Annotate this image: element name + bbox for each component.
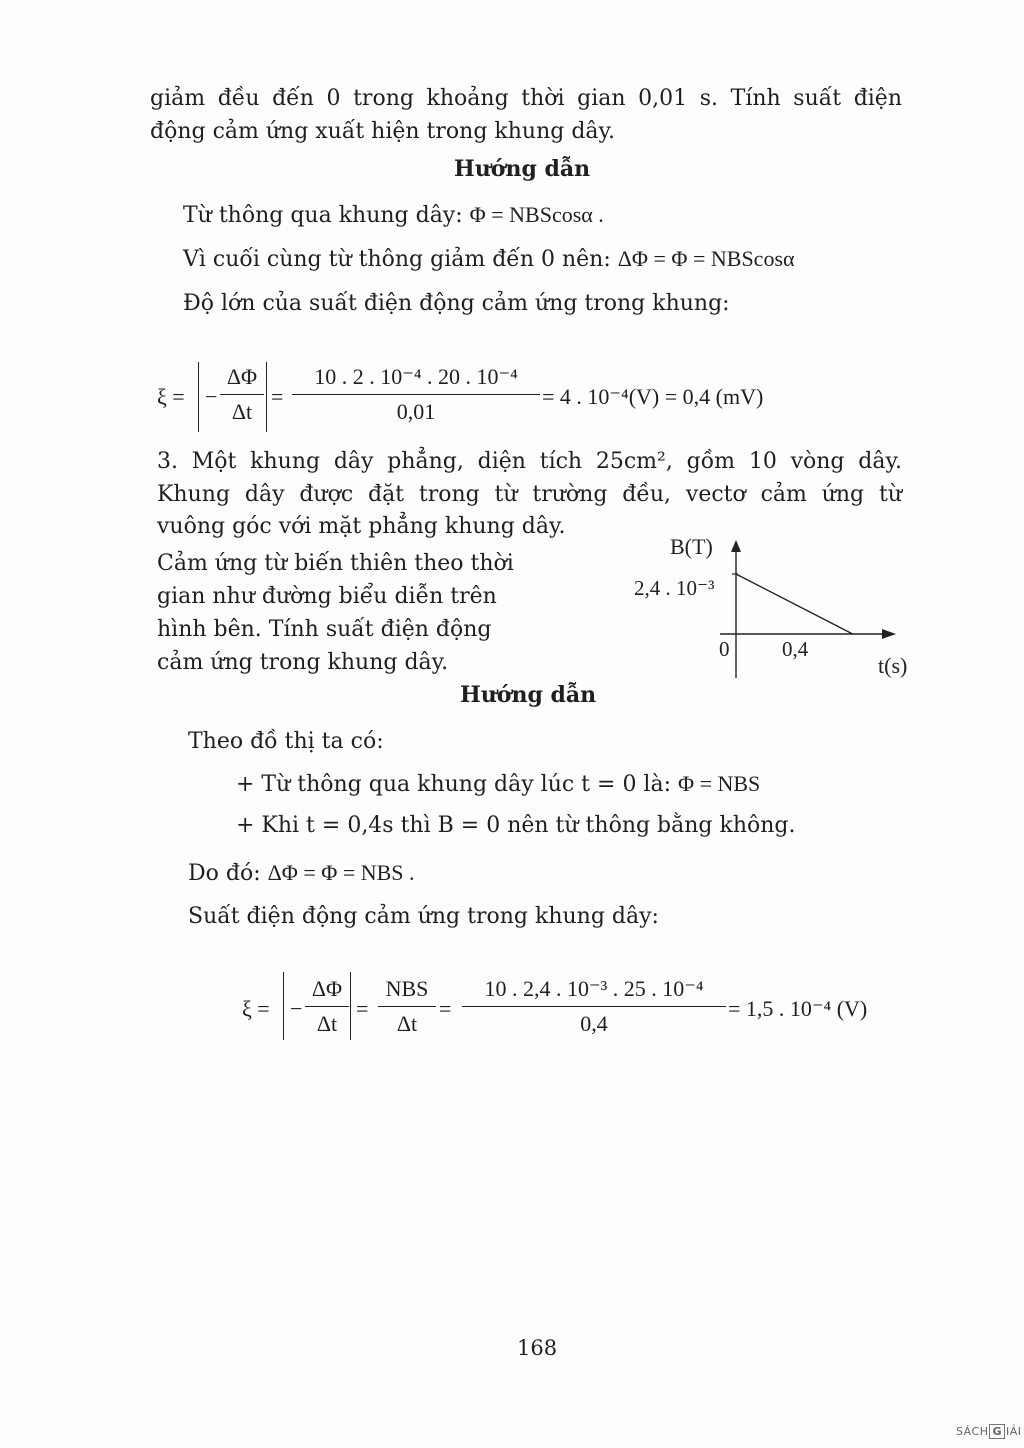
- page-number: 168: [517, 1336, 558, 1360]
- y-axis-arrow: [731, 540, 741, 552]
- problem3-line-4: Cảm ứng từ biến thiên theo thời: [157, 551, 514, 576]
- therefore-line: [188, 858, 415, 889]
- eq1-equals: =: [271, 384, 284, 409]
- flux-at-t0-text: + Từ thông qua khung dây lúc t = 0 là:: [236, 772, 671, 797]
- flux-statement: [183, 200, 604, 231]
- eq1-xi: ξ =: [157, 384, 185, 409]
- eq2-equals-1: =: [356, 996, 369, 1021]
- watermark-logo: [956, 1424, 1022, 1439]
- eq2-fraction-1: [305, 976, 349, 1037]
- eq2-num2: NBS: [385, 976, 429, 1001]
- problem3-line-6: hình bên. Tính suất điện động: [157, 617, 492, 642]
- graph-intro: Theo đồ thị ta có:: [188, 729, 384, 754]
- delta-formula: ΔΦ = Φ = NBScosα: [617, 246, 795, 271]
- eq1-fraction-2: [292, 364, 540, 425]
- problem3-line-2: Khung dây được đặt trong từ trường đều, vectơ cảm ứng từ: [157, 482, 902, 507]
- delta-statement: [183, 244, 795, 275]
- eq2-den2: Δt: [396, 1011, 418, 1036]
- eq2-minus: −: [290, 996, 303, 1021]
- flux-at-t0-formula: Φ = NBS: [678, 771, 761, 796]
- flux-formula: Φ = NBScosα .: [469, 202, 604, 227]
- logo-text-right: IẢI: [1006, 1425, 1022, 1438]
- eq1-den2: 0,01: [396, 399, 436, 424]
- intro-line-1: giảm đều đến 0 trong khoảng thời gian 0,01 s. Tính suất điện: [150, 86, 902, 111]
- flux-at-t0: [236, 769, 760, 800]
- eq1-num1: ΔΦ: [226, 364, 258, 389]
- eq1-fraction-1: [220, 364, 264, 425]
- b-t-graph: [620, 528, 930, 688]
- x-axis-arrow: [882, 629, 896, 639]
- delta-text: Vì cuối cùng từ thông giảm đến 0 nên:: [183, 247, 611, 272]
- emf-statement: Độ lớn của suất điện động cảm ứng trong khung:: [183, 291, 730, 316]
- eq1-abs-left: [198, 362, 199, 432]
- emf-statement-2: Suất điện động cảm ứng trong khung dây:: [188, 904, 659, 929]
- origin-label: 0: [719, 637, 730, 661]
- eq2-fraction-3: [462, 976, 726, 1037]
- eq1-minus: −: [205, 384, 218, 409]
- therefore-text: Do đó:: [188, 861, 261, 886]
- flux-text: Từ thông qua khung dây:: [183, 203, 463, 228]
- problem3-line-7: cảm ứng trong khung dây.: [157, 650, 449, 675]
- eq1-num2: 10 . 2 . 10⁻⁴ . 20 . 10⁻⁴: [314, 364, 518, 389]
- y-tick-label: 2,4 . 10⁻³: [634, 576, 715, 600]
- problem3-line-5: gian như đường biểu diễn trên: [157, 584, 497, 609]
- eq2-den1: Δt: [316, 1011, 338, 1036]
- intro-line-2: động cảm ứng xuất hiện trong khung dây.: [150, 119, 616, 144]
- y-axis-label: B(T): [670, 534, 713, 559]
- series-line: [736, 574, 853, 634]
- eq2-equals-2: =: [439, 996, 452, 1021]
- logo-text-left: SÁCH: [956, 1425, 989, 1438]
- x-axis-label: t(s): [878, 653, 908, 678]
- eq2-num1: ΔΦ: [311, 976, 343, 1001]
- eq2-abs-left: [283, 972, 284, 1040]
- eq2-xi: ξ =: [242, 996, 270, 1021]
- logo-g-icon: G: [989, 1424, 1005, 1439]
- eq2-abs-right: [350, 972, 351, 1040]
- section2-heading: Hướng dẫn: [460, 682, 597, 708]
- problem3-line-3: vuông góc với mặt phẳng khung dây.: [157, 514, 566, 539]
- eq1-result: = 4 . 10⁻⁴(V) = 0,4 (mV): [542, 384, 764, 409]
- x-tick-label: 0,4: [782, 637, 809, 661]
- problem3-line-1: 3. Một khung dây phẳng, diện tích 25cm², gồm 10 vòng dây.: [157, 449, 902, 474]
- eq2-num3: 10 . 2,4 . 10⁻³ . 25 . 10⁻⁴: [484, 976, 704, 1001]
- eq1-abs-right: [266, 362, 267, 432]
- eq2-den3: 0,4: [580, 1011, 608, 1036]
- flux-at-t04: + Khi t = 0,4s thì B = 0 nên từ thông bằng không.: [236, 813, 796, 838]
- therefore-formula: ΔΦ = Φ = NBS .: [267, 860, 415, 885]
- eq2-fraction-2: [378, 976, 436, 1037]
- eq1-den1: Δt: [231, 399, 253, 424]
- eq2-result: = 1,5 . 10⁻⁴ (V): [728, 996, 868, 1021]
- section1-heading: Hướng dẫn: [454, 156, 591, 182]
